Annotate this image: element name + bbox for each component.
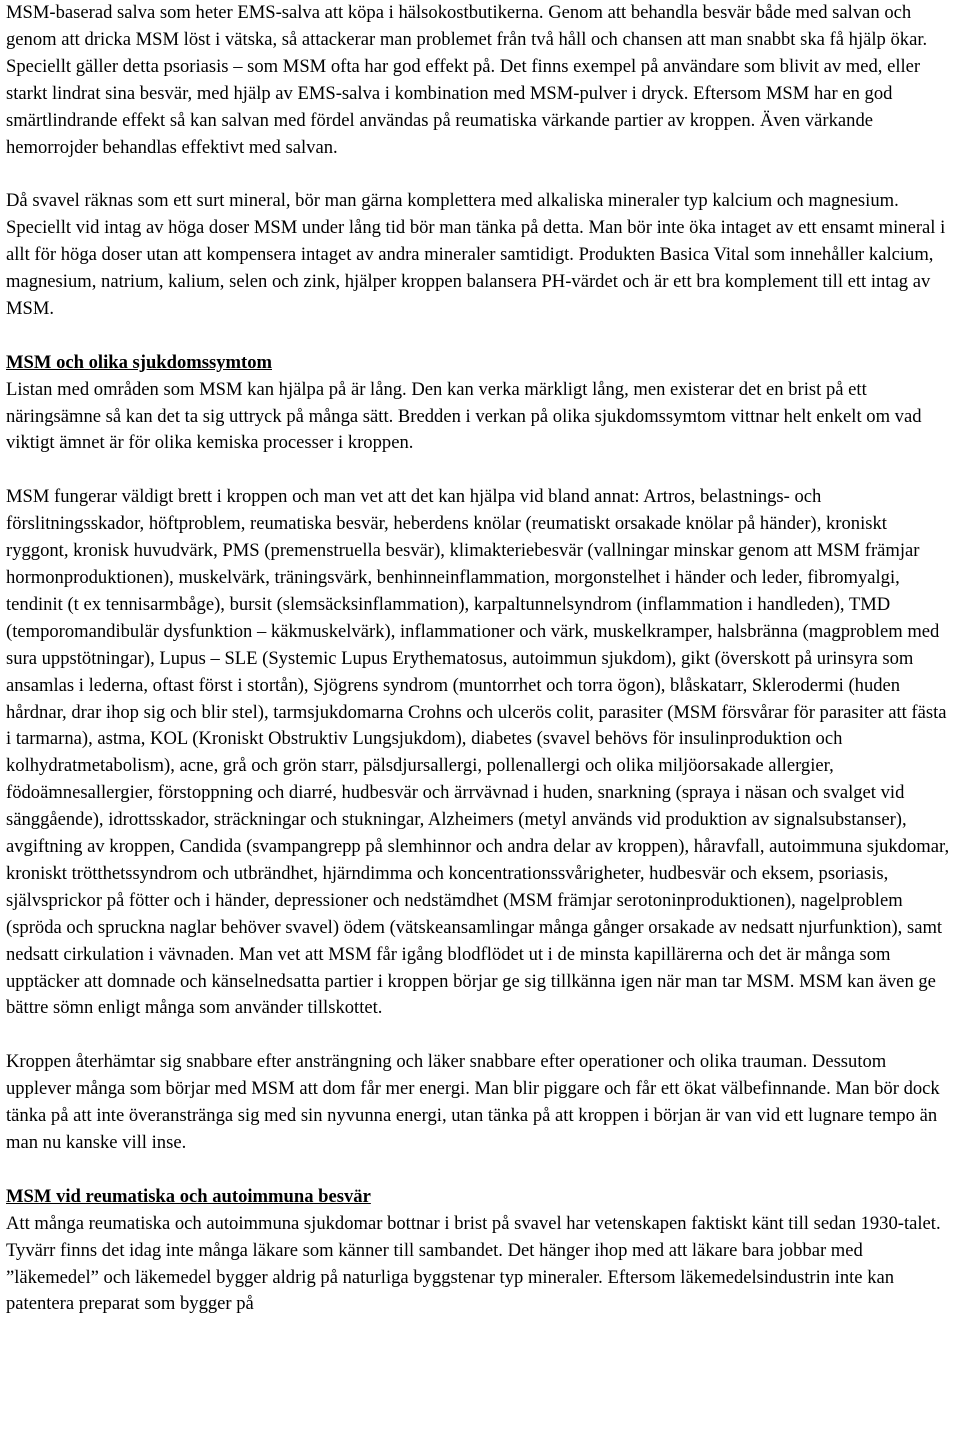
paragraph-symtom-lista: MSM fungerar väldigt brett i kroppen och man vet att det kan hjälpa vid bland annat: Artros, belastnings- och förslitningsskador, höftproblem, reumatiska besvär, heberdens knölar (reumatiskt orsakade knölar på händer), kroniskt ryggont, kronisk huvudvärk, PMS (premenstruella besvär), klimakteriebesvär (vallningar minskar genom att MSM främjar hormonproduktionen), muskelvärk, träningsvärk, benhinneinflammation, morgonstelhet i händer och leder, fibromyalgi, tendinit (t ex tennisarmbåge), bursit (slemsäcksinflammation), karpaltunnelsyndrom (inflammation i handleden), TMD (temporomandibulär dysfunktion – käkmuskelvärk), inflammationer och värk, muskelkramper, halsbränna (magproblem med sura uppstötningar), Lupus – SLE (Systemic Lupus Erythematosus, autoimmun sjukdom), gikt (överskott på urinsyra som ansamlas i lederna, oftast först i stortån), Sjögrens syndrom (muntorrhet och torra ögon), blåskatarr, Sklerodermi (huden hårdnar, drar ihop sig och blir stel), tarmsjukdomarna Crohns och ulcerös colit, parasiter (MSM försvårar för parasiter att fästa i tarmarna), astma, KOL (Kroniskt Obstruktiv Lungsjukdom), diabetes (svavel behövs för insulinproduktion och kolhydratmetabolism), acne, grå och grön starr, pälsdjursallergi, pollenallergi och olika miljöorsakade allergier, födoämnesallergier, förstoppning och diarré, hudbesvär och ärrvävnad i huden, snarkning (spraya i näsan och svalget vid sänggående), idrottsskador, sträckningar och stukningar, Alzheimers (metyl används vid produktion av signalsubstanser), avgiftning av kroppen, Candida (svampangrepp på slemhinnor och andra delar av kroppen), håravfall, autoimmuna sjukdomar, kroniskt trötthetssyndrom och utbrändhet, hjärndimma och koncentrationssvårigheter, hudbesvär och eksem, psoriasis, självsprickor på fötter och i händer, depressioner och nedstämdhet (MSM främjar serotoninproduktionen), nagelproblem (spröda och spruckna naglar behöver svavel) ödem (vätskeansamlingar många gånger orsakade av nedsatt njurfunktion), samt nedsatt cirkulation i vävnaden. Man vet att MSM får igång blodflödet ut i de minsta kapillärerna och det är många som upptäcker att domnade och känselnedsatta partier i kroppen börjar ge sig tillkänna igen när man tar MSM. MSM kan även ge bättre sömn enligt många som använder tillskottet. [6,486,950,1019]
paragraph-gap [6,161,954,188]
paragraph-aterhamtning: Kroppen återhämtar sig snabbare efter ansträngning och läker snabbare efter operationer och olika trauman. Dessutom upplever många som börjar med MSM att dom får mer energi. Man blir piggare och får ett ökat välbefinnande. Man bör dock tänka på att inte överanstränga sig med sin nyvunna energi, utan tänka på att kroppen i början är van vid ett lugnare tempo än man nu kanske vill inse. [6,1051,940,1153]
section-heading-reumatiska: MSM vid reumatiska och autoimmuna besvär [6,1185,371,1207]
paragraph-gap [6,1022,954,1049]
paragraph-alkaliska-mineraler: Då svavel räknas som ett surt mineral, bör man gärna komplettera med alkaliska mineraler typ kalcium och magnesium. Speciellt vid intag av höga doser MSM under lång tid bör man tänka på detta. Man bör inte öka intaget av ett ensamt mineral i allt för höga doser utan att kompensera intaget av andra mineraler samtidigt. Produkten Basica Vital som innehåller kalcium, magnesium, natrium, kalium, selen och zink, hjälper kroppen balansera PH-värdet och är ett bra komplement till ett intag av MSM. [6,190,946,319]
paragraph-listan: Listan med områden som MSM kan hjälpa på är lång. Den kan verka märkligt lång, men existerar det en brist på ett näringsämne så kan det ta sig uttryck på många sätt. Bredden i verkan på olika sjukdomssymtom vittnar helt enkelt om vad viktigt ämnet är för olika kemiska processer i kroppen. [6,378,922,454]
section-heading-sjukdomssymtom: MSM och olika sjukdomssymtom [6,351,273,373]
paragraph-gap [6,457,954,484]
document-page [6,0,954,1318]
paragraph-reumatiska: Att många reumatiska och autoimmuna sjukdomar bottnar i brist på svavel har vetenskapen faktiskt känt till sedan 1930-talet. Tyvärr finns det idag inte många läkare som känner till sambandet. Det hänger ihop med att läkare bara jobbar med ”läkemedel” och läkemedel bygger aldrig på naturliga byggstenar typ mineraler. Eftersom läkemedelsindustrin inte kan patentera preparat som bygger på [6,1212,941,1315]
paragraph-gap [6,1157,954,1184]
paragraph-gap [6,323,954,350]
paragraph-ems-salva: MSM-baserad salva som heter EMS-salva att köpa i hälsokostbutikerna. Genom att behandla besvär både med salvan och genom att dricka MSM löst i vätska, så attackerar man problemet från två håll och chansen att man snabbt ska få hjälp ökar. Speciellt gäller detta psoriasis – som MSM ofta har god effekt på. Det finns exempel på användare som blivit av med, eller starkt lindrat sina besvär, med hjälp av EMS-salva i kombination med MSM-pulver i dryck. Eftersom MSM har en god smärtlindrande effekt så kan salvan med fördel användas på reumatiska värkande partier av kroppen. Även värkande hemorrojder behandlas effektivt med salvan. [6,2,928,158]
